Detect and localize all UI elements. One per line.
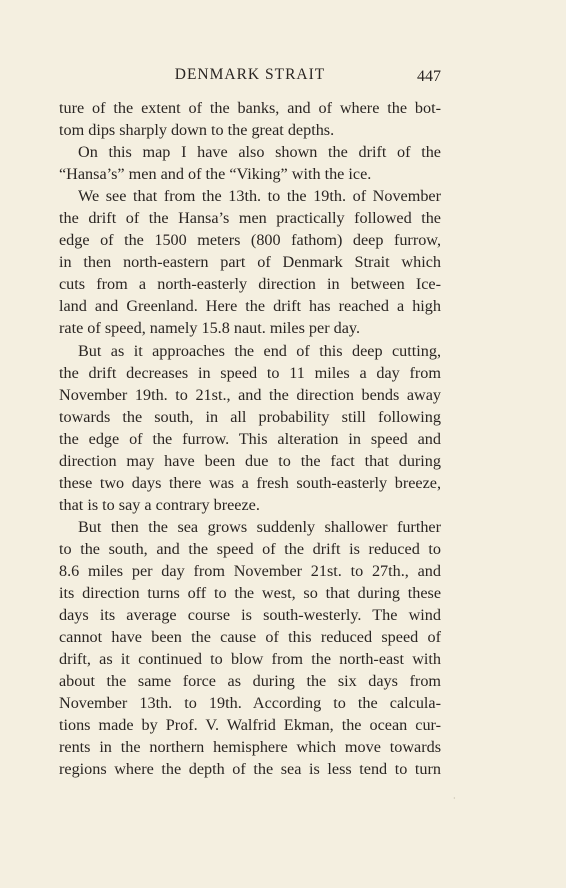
text-line: drift, as it continued to blow from the north-east with: [59, 650, 441, 669]
body-text: [59, 97, 441, 780]
text-line: the drift decreases in speed to 11 miles a day from: [59, 363, 441, 382]
text-line: November 13th. to 19th. According to the calcula-: [59, 694, 441, 713]
text-line: rate of speed, namely 15.8 naut. miles per day.: [59, 319, 361, 338]
text-line: On this map I have also shown the drift of the: [78, 143, 441, 162]
page-header: [59, 66, 441, 88]
text-line: cannot have been the cause of this reduced speed of: [59, 628, 441, 647]
text-line: these two days there was a fresh south-easterly breeze,: [59, 473, 441, 492]
text-line: “Hansa’s” men and of the “Viking” with the ice.: [59, 165, 372, 184]
text-line: ture of the extent of the banks, and of where the bot-: [59, 99, 441, 117]
text-line: in then north-eastern part of Denmark Strait which: [59, 253, 441, 272]
text-line: edge of the 1500 meters (800 fathom) deep furrow,: [59, 231, 441, 250]
text-line: direction may have been due to the fact that during: [59, 451, 441, 470]
text-line: tom dips sharply down to the great depths.: [59, 121, 335, 140]
text-line: towards the south, in all probability still following: [59, 407, 441, 426]
page-number: 447: [417, 68, 441, 85]
text-line: But as it approaches the end of this deep cutting,: [78, 341, 441, 360]
text-line: land and Greenland. Here the drift has reached a high: [59, 297, 441, 316]
text-line: cuts from a north-easterly direction in between Ice-: [59, 275, 441, 294]
text-line: the drift of the Hansa’s men practically followed the: [59, 209, 441, 228]
text-line: tions made by Prof. V. Walfrid Ekman, the ocean cur-: [59, 716, 441, 735]
text-line: rents in the northern hemisphere which move towards: [59, 738, 441, 757]
text-line: 8.6 miles per day from November 21st. to 27th., and: [59, 561, 441, 580]
text-line: to the south, and the speed of the drift is reduced to: [59, 539, 441, 558]
text-line: days its average course is south-westerly. The wind: [59, 606, 441, 625]
text-line: that is to say a contrary breeze.: [59, 495, 260, 514]
paper-speck: ·: [453, 794, 456, 803]
text-line: We see that from the 13th. to the 19th. of November: [78, 187, 441, 206]
text-line: about the same force as during the six days from: [59, 672, 441, 691]
text-line: But then the sea grows suddenly shallower further: [78, 517, 441, 536]
text-line: the edge of the furrow. This alteration in speed and: [59, 429, 441, 448]
text-line: regions where the depth of the sea is less tend to turn: [59, 760, 441, 779]
running-head: DENMARK STRAIT: [174, 66, 326, 83]
text-line: its direction turns off to the west, so that during these: [59, 584, 441, 603]
text-line: November 19th. to 21st., and the direction bends away: [59, 385, 441, 404]
